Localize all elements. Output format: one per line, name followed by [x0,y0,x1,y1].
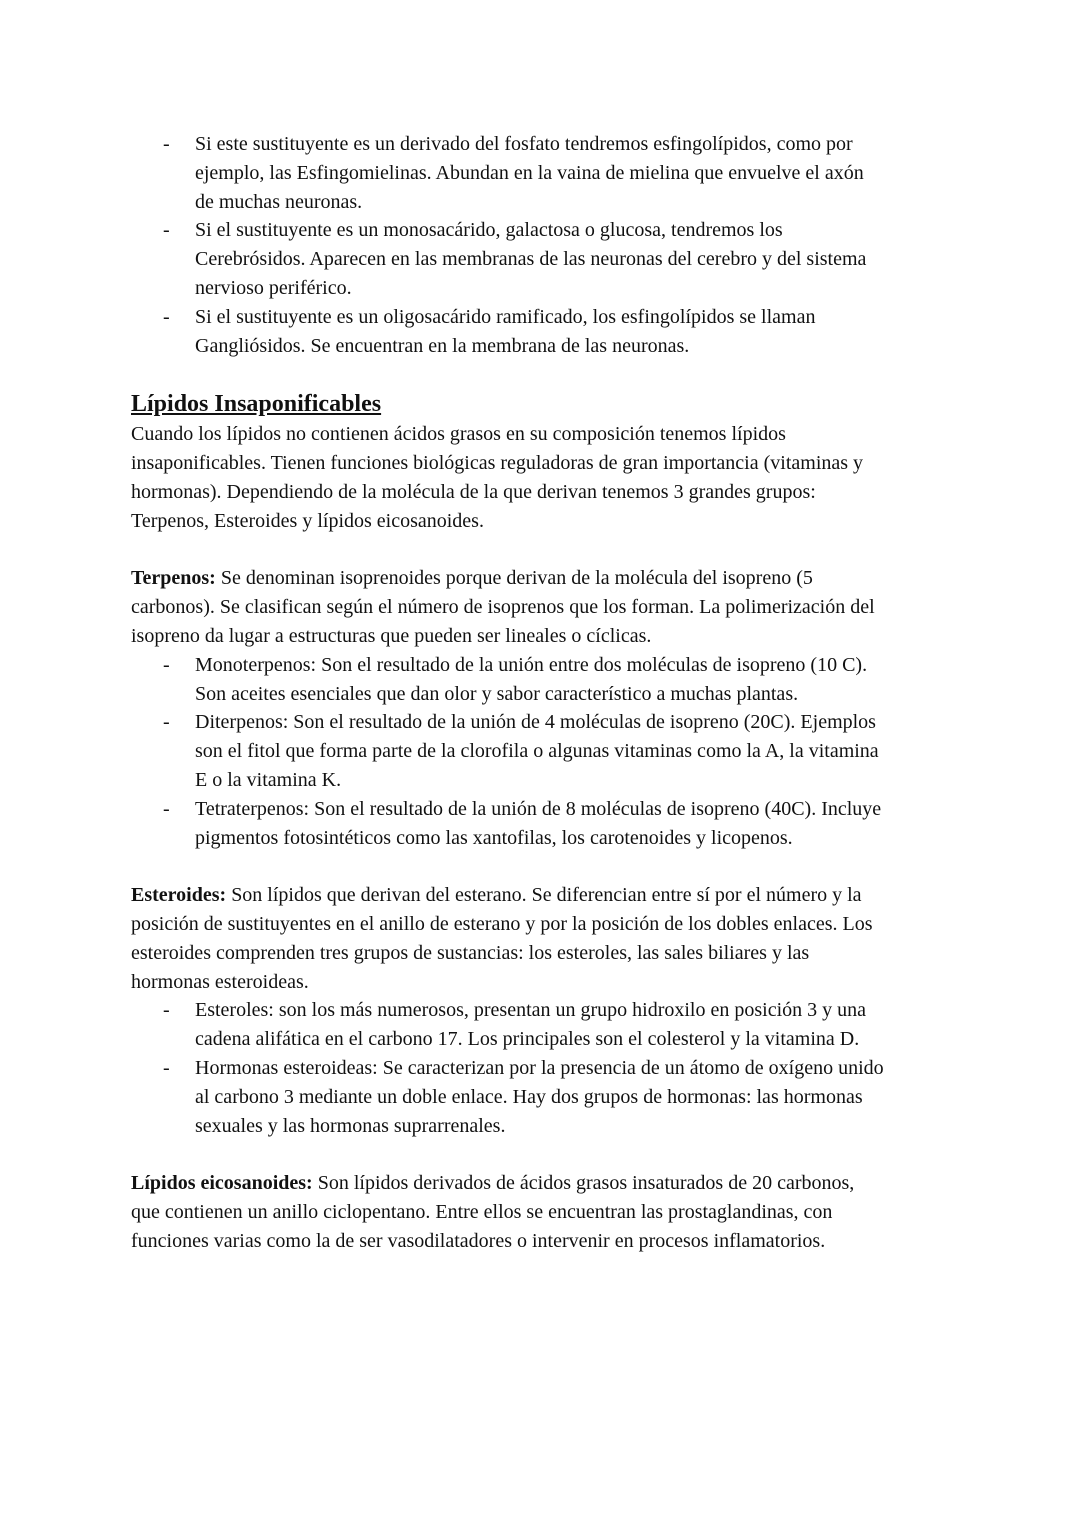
list-item: - Si el sustituyente es un monosacárido, galactosa o glucosa, tendremos los Cerebrósidos. Aparecen en las membranas de las neuronas del cerebro y del sistema nervioso periférico. [163,219,867,299]
list-item: - Esteroles: son los más numerosos, presentan un grupo hidroxilo en posición 3 y una cadena alifática en el carbono 17. Los principales son el colesterol y la vitamina D. [163,999,867,1051]
term-eicosanoides: Lípidos eicosanoides: [131,1172,313,1195]
list-item: - Hormonas esteroideas: Se caracterizan por la presencia de un átomo de oxígeno unido al carbono 3 mediante un doble enlace. Hay dos grupos de hormonas: las hormonas sexuales y las hormonas suprarrenales. [163,1056,884,1137]
list-item: - Tetraterpenos: Son el resultado de la unión de 8 moléculas de isopreno (40C). Incluye pigmentos fotosintéticos como las xantofilas, los carotenoides y licopenos. [163,797,882,849]
list-item: - Si el sustituyente es un oligosacárido ramificado, los esfingolípidos se llaman Gangliósidos. Se encuentran en la membrana de las neuronas. [163,305,816,357]
list-item: - Diterpenos: Son el resultado de la unión de 4 moléculas de isopreno (20C). Ejemplos son el fitol que forma parte de la clorofila o algunas vitaminas como la A, la vitamina E o la vitamina K. [163,711,879,791]
list-item: - Si este sustituyente es un derivado del fosfato tendremos esfingolípidos, como por ejemplo, las Esfingomielinas. Abundan en la vaina de mielina que envuelve el axón de muchas neuronas. [163,133,864,213]
esteroides-paragraph: Esteroides: Son lípidos que derivan del esterano. Se diferencian entre sí por el número y la posición de sustituyentes en el anillo de esterano y por la posición de los dobles enlaces. Los esteroides comprenden tres grupos de sustancias: los esteroles, las sales biliares y las hormonas esteroideas. - Esteroles: son los más numerosos, presentan un grupo hidroxilo en posición 3 y una cadena alifática en el carbono 17. Los principales son el colesterol y la vitamina D. - Hormonas esteroideas: Se caracterizan por la presencia de un átomo de oxígeno unido al carbono 3 mediante un doble enlace. Hay dos grupos de hormonas: las hormonas sexuales y las hormonas suprarrenales. [131,881,961,1140]
sphingolipid-list [131,130,961,360]
intro-paragraph: Cuando los lípidos no contienen ácidos grasos en su composición tenemos lípidos insaponificables. Tienen funciones biológicas reguladoras de gran importancia (vitaminas y hormonas). Dependiendo de la molécula de la que derivan tenemos 3 grandes grupos: Terpenos, Esteroides y lípidos eicosanoides. [131,423,864,532]
terpenos-paragraph: Terpenos: Se denominan isoprenoides porque derivan de la molécula del isopreno (5 carbonos). Se clasifican según el número de isoprenos que los forman. La polimerización del isopreno da lugar a estructuras que pueden ser lineales o cíclicas. - Monoterpenos: Son el resultado de la unión entre dos moléculas de isopreno (10 C). Son aceites esenciales que dan olor y sabor característico a muchas plantas. - Diterpenos: Son el resultado de la unión de 4 moléculas de isopreno (20C). Ejemplos son el fitol que forma parte de la clorofila o algunas vitaminas como la A, la vitamina E o la vitamina K. - Tetraterpenos: Son el resultado de la unión de 8 moléculas de isopreno (40C). Incluye pigmentos fotosintéticos como las xantofilas, los carotenoides y licopenos. [131,564,961,852]
term-terpenos: Terpenos: [131,567,216,590]
list-item: - Monoterpenos: Son el resultado de la unión entre dos moléculas de isopreno (10 C). Son aceites esenciales que dan olor y sabor característico a muchas plantas. [163,653,868,705]
eicosanoides-paragraph: Lípidos eicosanoides: Son lípidos derivados de ácidos grasos insaturados de 20 carbonos, que contienen un anillo ciclopentano. Entre ellos se encuentran las prostaglandinas, con funciones varias como la de ser vasodilatadores o intervenir en procesos inflamatorios. [131,1172,855,1252]
document-page [131,130,961,1255]
term-esteroides: Esteroides: [131,884,227,907]
section-heading: Lípidos Insaponificables [131,391,382,418]
